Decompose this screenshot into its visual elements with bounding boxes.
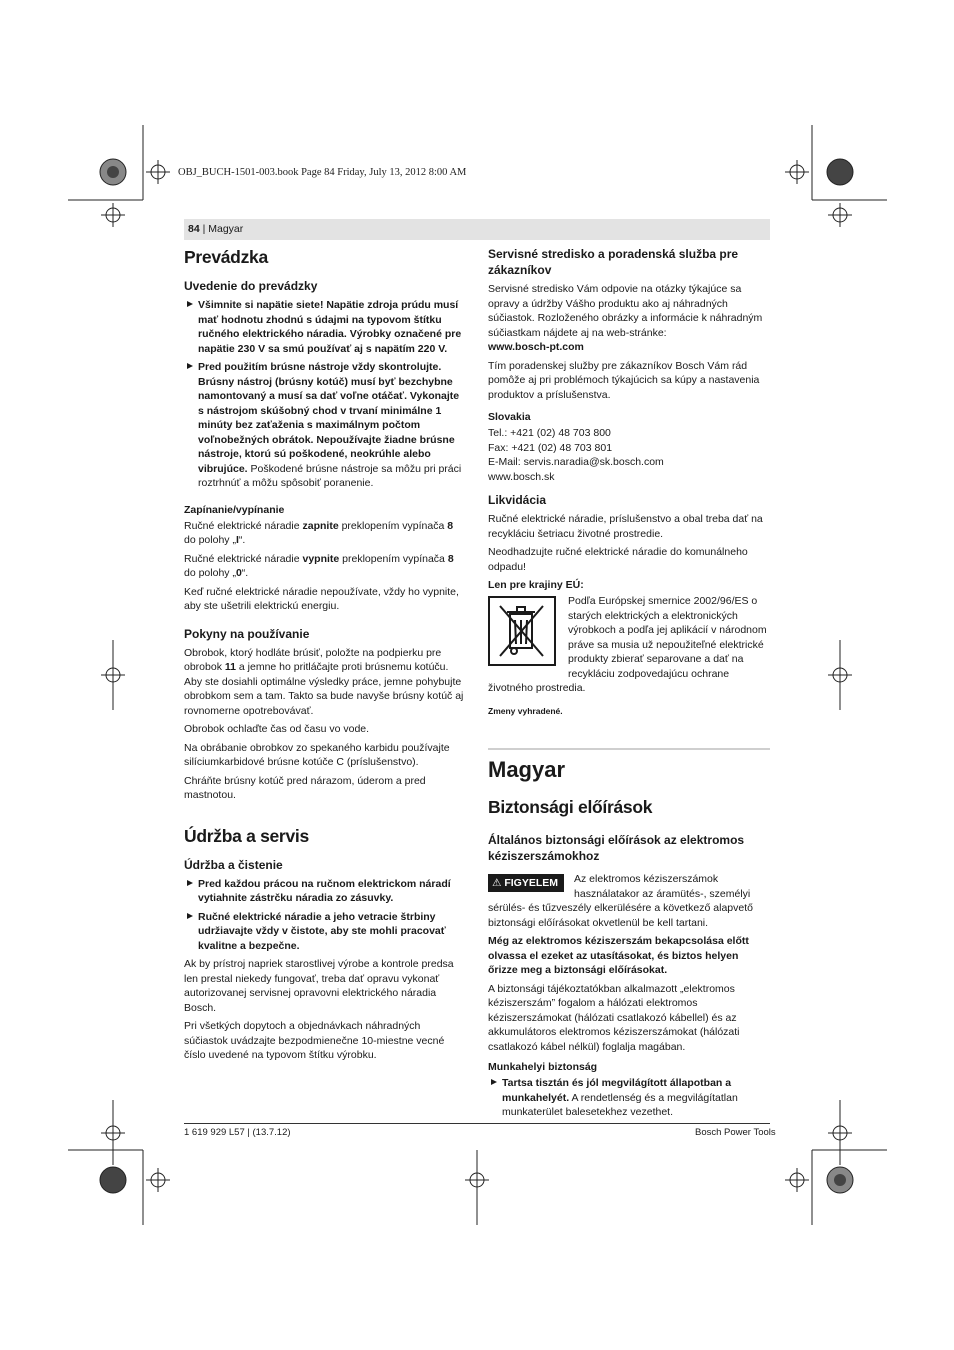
para-obrobok xyxy=(184,646,466,719)
heading-prevadzka: Prevádzka xyxy=(184,247,268,267)
para-aramutes: Az elektromos kéziszerszámok használatakor az áramütés-, személyi sérülés- és tűzveszély elkerülésére a következő alapvető biztonsági előírásokat okvetlenül be kell tartani. xyxy=(488,873,753,929)
para-recyklacia: Ručné elektrické náradie, príslušenstvo a obal treba dať na recykláciu šetriacu životné prostredie. xyxy=(488,513,763,540)
para-servis: Servisné stredisko Vám odpovie na otázky týkajúce sa opravy a údržby Vášho produktu ako aj náhradných súčiastok. Rozloženého obrázky a informácie k náhradným súčiastkam nájdete aj na web-stránke: xyxy=(488,283,763,339)
text: Ručné elektrické náradie xyxy=(184,519,303,532)
weee-block xyxy=(488,594,770,696)
heading-udrzba-cistenie: Údržba a čistenie xyxy=(184,857,283,872)
bullet-brusne-nastroje xyxy=(184,360,466,491)
contact-web[interactable]: www.bosch.sk xyxy=(488,470,555,483)
heading-altalanos: Általános biztonsági előírások az elektromos kéziszerszámokhoz xyxy=(488,833,745,863)
heading-uvedenie: Uvedenie do prevádzky xyxy=(184,279,318,293)
para-nahradne-suciastky: Pri všetkých dopytoch a objednávkach náhradných súčiastok uvádzajte bezpodmienečne 10-miestne vecné číslo uvedené na typovom štítku výrobku. xyxy=(184,1020,445,1061)
page-header-bar xyxy=(184,219,770,240)
text-bold: 8 xyxy=(447,519,454,532)
text: a jemne ho pritláčajte proti brúsnemu kotúču. Aby ste dosiahli optimálne výsledky práce, jemne pohybujte obrobkom sem a tam. Takto sa bude navyše brúsny kotúč aj rovnomerne opotrebovávať. xyxy=(184,661,464,717)
bullet-brusne-bold: Pred použitím brúsne nástroje vždy skontrolujte. Brúsny nástroj (brúsny kotúč) musí byť bezchybne namontovaný a musí sa dať voľne otáčať. Vykonajte s nástrojom skúšobný chod v trvaní minimálne 1 minúty bez zaťaženia s maximálnym počtom voľnobežných obrátok. Nepoužívajte žiadne brúsne nástroje, ktorú sú poškodené, neokrúhle alebo vibrujúce. xyxy=(198,361,460,475)
bullet-cistota: Ručné elektrické náradie a jeho vetracie štrbiny udržiavajte vždy v čistote, aby ste mohli pracovať kvalitne a bezpečne. xyxy=(184,910,466,954)
header-section: Magyar xyxy=(208,223,244,235)
crossed-bin-icon xyxy=(490,598,553,663)
para-usetrenie: Keď ručné elektrické náradie nepoužívate, vždy ho vypnite, aby ste ušetrili elektrickú energiu. xyxy=(184,585,459,612)
footer-doc-number: 1 619 929 L57 | (13.7.12) xyxy=(184,1127,291,1138)
text-bold: vypnite xyxy=(302,552,340,565)
para-fogalom: A biztonsági tájékoztatókban alkalmazott „elektromos kéziszerszám” fogalom a hálózati elektromos kéziszerszámokat (hálózati csatlakozó kábellel) és az akkumulátoros elektromos kéziszerszámokat (hálózati csatlakozó kábel nélkül) foglalja magában. xyxy=(488,982,740,1053)
print-info-line: OBJ_BUCH-1501-003.book Page 84 Friday, July 13, 2012 8:00 AM xyxy=(178,167,467,178)
heading-eu: Len pre krajiny EÚ: xyxy=(488,579,584,591)
para-chrante: Chráňte brúsny kotúč pred nárazom, úderom a pred mastnotou. xyxy=(184,774,426,801)
header-separator: | xyxy=(199,223,209,235)
heading-munkahelyi: Munkahelyi biztonság xyxy=(488,1061,598,1073)
heading-zapinanie: Zapínanie/vypínanie xyxy=(184,503,285,516)
heading-likvidacia: Likvidácia xyxy=(488,493,547,507)
weee-bin-icon xyxy=(488,596,556,666)
footer-rule xyxy=(184,1123,770,1124)
para-poradenska: Tím poradenskej služby pre zákazníkov Bosch Vám rád pomôže aj pri problémoch týkajúcich sa kúpy a nastavenia produktov a príslušenstva. xyxy=(488,359,760,401)
warning-label: FIGYELEM xyxy=(504,877,559,889)
text-bold: 0 xyxy=(235,567,242,579)
magyar-section xyxy=(488,748,770,1124)
text: preklopením vypínača xyxy=(339,552,448,565)
text-bold: 8 xyxy=(447,552,454,565)
page-number: 84 xyxy=(188,223,200,235)
para-vypnite xyxy=(184,552,466,581)
heading-servisne-stredisko: Servisné stredisko a poradenská služba pre zákazníkov xyxy=(488,247,739,277)
text: “. xyxy=(241,567,249,579)
warning-block xyxy=(488,872,770,930)
contact-tel: Tel.: +421 (02) 48 703 800 xyxy=(488,427,611,439)
right-column xyxy=(488,246,770,718)
para-karbid: Na obrábanie obrobkov zo spekaného karbidu používajte silíciumkarbidové brúsne kotúče C (príslušenstvo). xyxy=(184,741,450,768)
text-bold: I xyxy=(235,534,239,546)
zmeny-vyhradene: Zmeny vyhradené. xyxy=(488,705,563,716)
heading-biztonsagi: Biztonsági előírások xyxy=(488,797,653,817)
bullet-tisztan-bold: Tartsa tisztán és jól megvilágított állapotban a munkahelyét. xyxy=(502,1077,732,1104)
warning-badge xyxy=(488,874,564,892)
bullet-brusne-rest: Poškodené brúsne nástroje sa môžu pri práci roztrhnúť a môžu spôsobiť poranenie. xyxy=(198,462,462,489)
heading-magyar: Magyar xyxy=(488,757,566,782)
para-olvassa-el: Még az elektromos kéziszerszám bekapcsolása előtt olvassa el ezeket az utasításokat, és biztos helyen őrizze meg a biztonsági előírásokat. xyxy=(488,935,749,976)
contact-fax: Fax: +421 (02) 48 703 801 xyxy=(488,441,613,454)
bullet-napatie: Všimnite si napätie siete! Napätie zdroja prúdu musí mať hodnotu zhodnú s údajmi na typovom štítku ručného elektrického náradia. Výrobky označené pre napätie 230 V sa smú používať aj s napätím 220 V. xyxy=(184,298,466,356)
page-header-text xyxy=(188,223,243,235)
heading-pokyny: Pokyny na používanie xyxy=(184,626,310,641)
text-bold: zapnite xyxy=(302,519,339,532)
text: Obrobok, ktorý hodláte brúsiť, položte na podpierku pre obrobok xyxy=(184,646,442,673)
para-smernica: Podľa Európskej smernice 2002/96/ES o starých elektrických a elektronických výrobkoch a podľa jej aplikácií v národnom práve sa musia už nepoužiteľné elektrické produkty zbierať separovane a dať na recykláciu zodpovedajúcu ochrane životného prostredia. xyxy=(488,595,767,694)
para-komunalny-odpad: Neodhadzujte ručné elektrické náradie do komunálneho odpadu! xyxy=(488,546,748,573)
text: do polohy „ xyxy=(184,567,236,579)
link-bosch-pt[interactable]: www.bosch-pt.com xyxy=(488,341,584,353)
text: Ručné elektrické náradie xyxy=(184,552,303,565)
heading-udrzba-servis: Údržba a servis xyxy=(184,825,309,846)
heading-slovakia: Slovakia xyxy=(488,411,531,423)
para-zapnite xyxy=(184,519,466,548)
warning-triangle-icon: ⚠ xyxy=(492,877,502,889)
bullet-tisztan-rest: A rendetlenség és a megvilágítatlan munkaterület balesetekhez vezethet. xyxy=(502,1091,738,1118)
section-separator xyxy=(488,748,770,750)
text: do polohy „ xyxy=(184,534,236,546)
text: “. xyxy=(238,534,246,546)
bullet-tisztan xyxy=(488,1076,770,1120)
bullet-zastrcka: Pred každou prácou na ručnom elektrickom náradí vytiahnite zástrčku náradia zo zásuvky. xyxy=(184,877,466,906)
left-column xyxy=(184,246,466,1067)
para-ochladte: Obrobok ochlaďte čas od času vo vode. xyxy=(184,723,370,735)
text-bold: 11 xyxy=(224,661,236,673)
para-oprava: Ak by prístroj napriek starostlivej výrobe a kontrole predsa len prestal niekedy fungovať, treba dať opravu vykonať autorizovanej servisnej opravovni elektrického náradia Bosch. xyxy=(184,958,454,1014)
text: preklopením vypínača xyxy=(338,519,448,532)
footer-brand: Bosch Power Tools xyxy=(695,1127,776,1138)
contact-email[interactable]: E-Mail: servis.naradia@sk.bosch.com xyxy=(488,456,664,468)
